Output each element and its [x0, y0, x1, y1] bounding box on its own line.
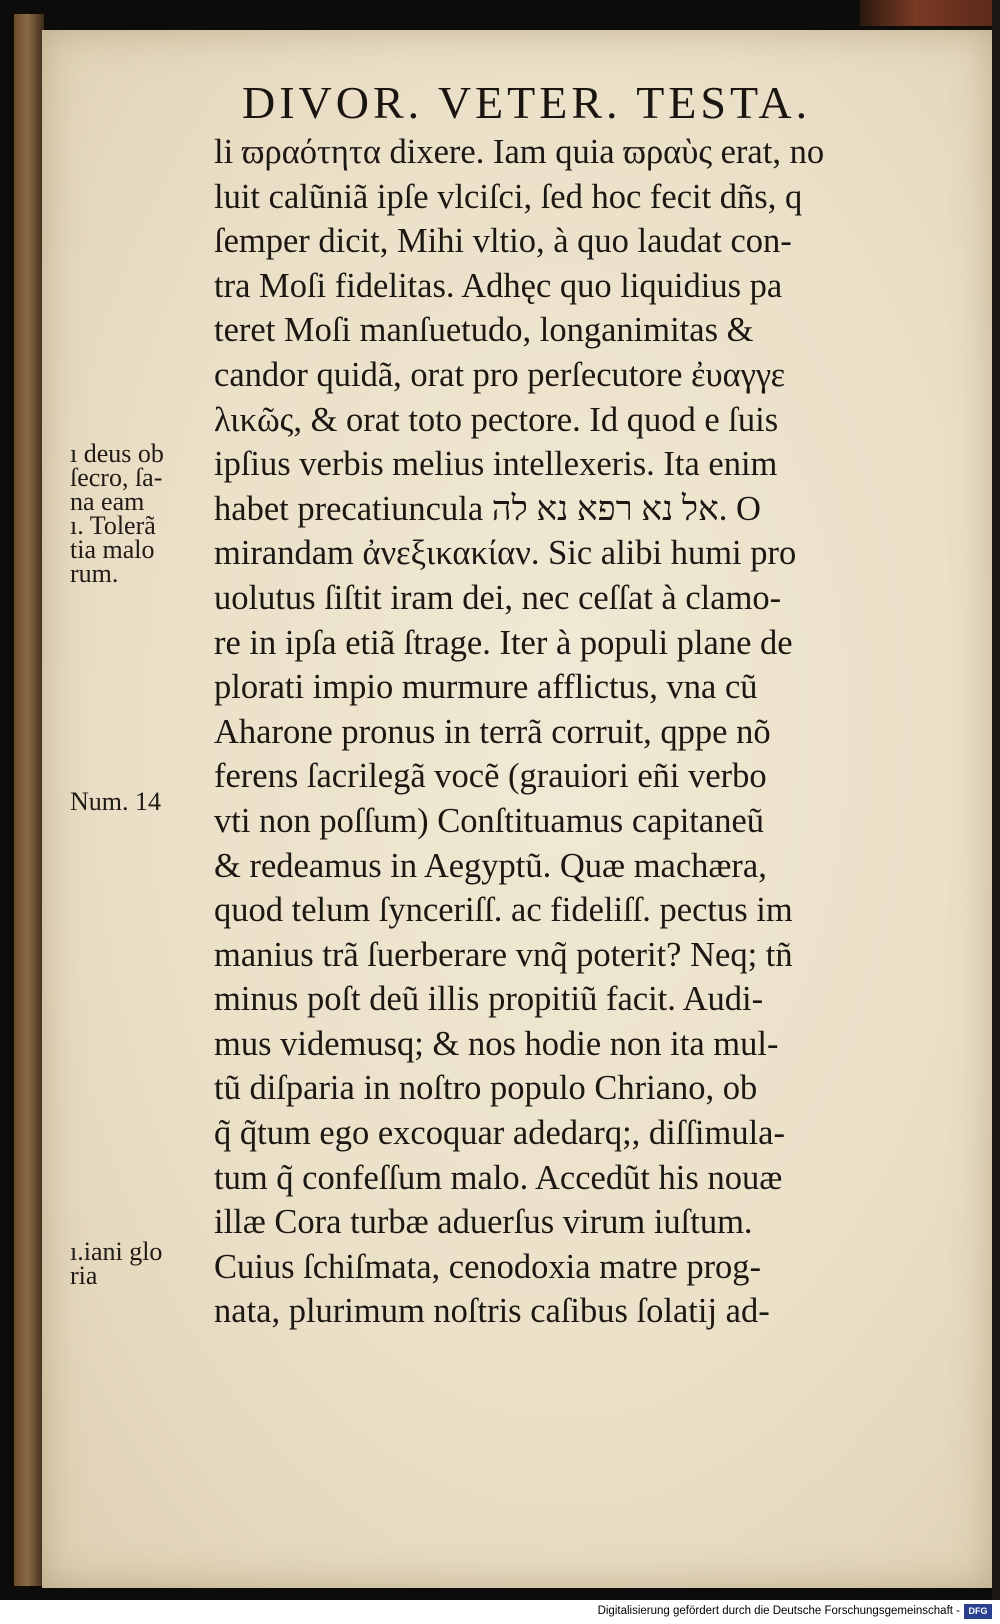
margin-note-line: ria [70, 1261, 98, 1290]
text-line: quod telum ſynceriſſ. ac fideliſſ. pectus im [214, 891, 793, 930]
book-page [42, 30, 992, 1588]
margin-note-line: ı. Tolerã [70, 511, 156, 540]
text-line: manius trã ſuerberare vnq̃ poterit? Neq; tñ [214, 935, 793, 974]
margin-note-line: na eam [70, 487, 145, 516]
margin-note-line: ı deus ob [70, 439, 164, 468]
text-line: tra Moſi fidelitas. Adhęc quo liquidius pa [214, 266, 783, 305]
margin-note-1 [70, 439, 164, 588]
text-line: vti non poſſum) Conſtituamus capitaneũ [214, 801, 765, 840]
text-line: li ϖραότητα dixere. Iam quia ϖραὺς erat, no [214, 133, 825, 171]
margin-note-line: ı.iani glo [70, 1237, 163, 1266]
digitization-footer [0, 1600, 1000, 1624]
text-line: luit calũniã ipſe vlciſci, ſed hoc fecit dñs, q [214, 177, 803, 216]
text-line: λικῶς, & orat toto pectore. Id quod e ſuis [214, 400, 779, 439]
text-line: Aharone pronus in terrã corruit, qppe nõ [214, 712, 771, 751]
text-line: re in ipſa etiã ſtrage. Iter à populi plane de [214, 623, 793, 662]
text-line: illæ Cora turbæ aduerſus virum iuſtum. [214, 1203, 753, 1242]
text-line: ferens ſacrilegã vocẽ (grauiori eñi verbo [214, 757, 767, 796]
text-line: mirandam ἀνεξικακίαν. Sic alibi humi pro [214, 534, 797, 573]
text-line: candor quidã, orat pro perſecutore ἐυαγγε [214, 355, 786, 394]
text-line: minus poſt deũ illis propitiũ facit. Audi- [214, 980, 764, 1019]
text-line: nata, plurimum noſtris caſibus ſolatij ad- [214, 1292, 770, 1331]
book-cover-edge [14, 14, 44, 1586]
scan-right-edge [992, 0, 1000, 1600]
text-line: mus videmusq; & nos hodie non ita mul- [214, 1024, 779, 1063]
text-line: tũ diſparia in noſtro populo Chriano, ob [214, 1069, 758, 1108]
running-head: DIVOR. VETER. TESTA. [242, 77, 812, 128]
margin-note-line: ſecro, ſa- [70, 463, 163, 492]
margin-note-line: tia malo [70, 535, 155, 564]
text-line: & redeamus in Aegyptũ. Quæ machæra, [214, 846, 767, 885]
book-binding-corner [860, 0, 1000, 26]
text-line: uolutus ſiſtit iram dei, nec ceſſat à clamo- [214, 578, 782, 617]
margin-note-3 [70, 1237, 163, 1290]
text-line: tum q̃ confeſſum malo. Accedũt his nouæ [214, 1158, 783, 1197]
margin-note-2 [70, 787, 161, 816]
dfg-logo: DFG [964, 1604, 992, 1619]
digitization-credit: Digitalisierung gefördert durch die Deutsche Forschungsgemeinschaft - [597, 1605, 960, 1617]
text-line: habet precatiuncula אל נא רפא נא לה. O [214, 489, 761, 528]
margin-note-line: Num. 14 [70, 787, 161, 816]
text-line: plorati impio murmure afflictus, vna cũ [214, 668, 758, 707]
text-line: q̃ q̃tum ego excoquar adedarq;, diſſimula- [214, 1114, 785, 1153]
text-line: Cuius ſchiſmata, cenodoxia matre prog- [214, 1247, 762, 1286]
text-line: teret Moſi manſuetudo, longanimitas & [214, 311, 754, 350]
margin-note-line: rum. [70, 559, 119, 588]
text-line: ſemper dicit, Mihi vltio, à quo laudat con- [214, 222, 792, 261]
text-line: ipſius verbis melius intellexeris. Ita enim [214, 445, 778, 484]
body-text [214, 130, 954, 1334]
